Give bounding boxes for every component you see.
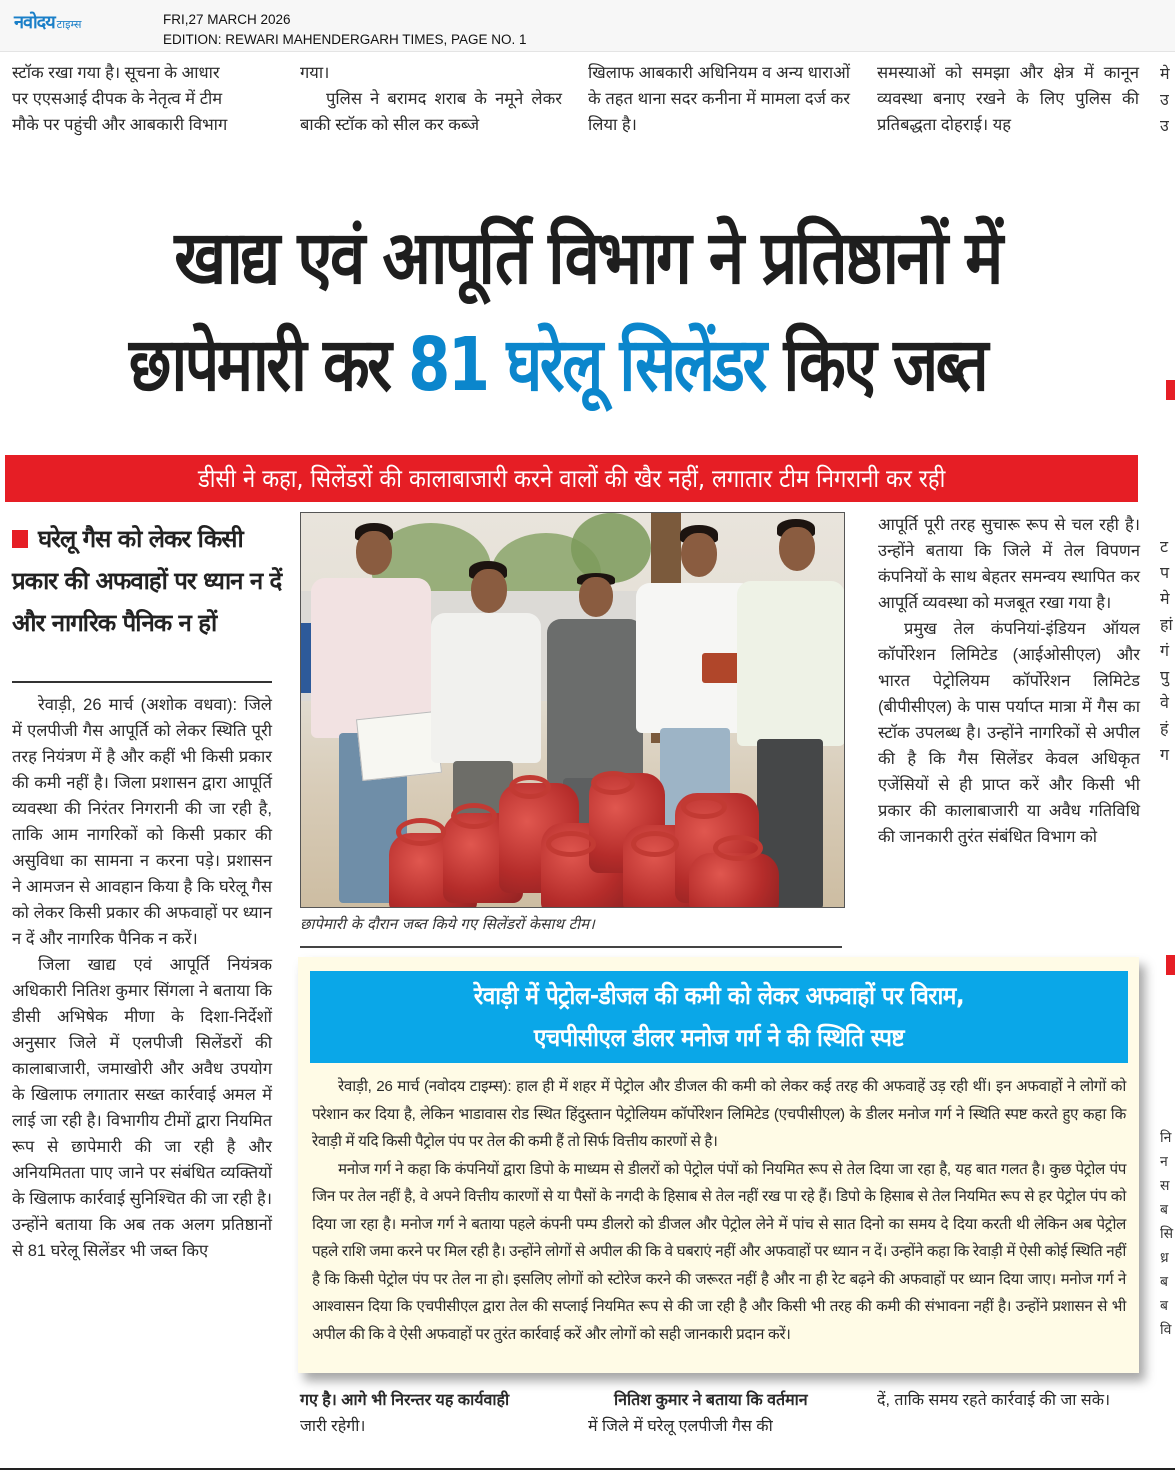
logo-sub: टाइम्स — [56, 18, 82, 31]
main-story-left-column — [12, 692, 272, 1264]
adjacent-story-fragment-low: नि न स ब सि ध्र ब ब वि — [1160, 1129, 1174, 1337]
bottom-col1-rest: जारी रहेगी। — [300, 1418, 366, 1435]
main-story-para2: जिला खाद्य एवं आपूर्ति नियंत्रक अधिकारी नितिश कुमार सिंगला ने बताया कि डीसी अभिषेक मीणा के दिशा-निर्देशों अनुसार जिले में एलपीजी सिलेंडरों की कालाबाजारी, जमाखोरी और अवैध उपयोग के खिलाफ लगातार सख्त कार्रवाई अमल में लाई जा रही है। विभागीय टीमों द्वारा नियमित रूप से छापेमारी की जा रही है और अनियमितता पाए जाने पर संबंधित व्यक्तियों के खिलाफ कार्रवाई सुनिश्चित की जा रही है। उन्होंने बताया कि अब तक अलग प्रतिष्ठानों से 81 घरेलू सिलेंडर भी जब्त किए — [12, 956, 272, 1260]
boxed-story — [298, 957, 1139, 1373]
main-headline-line1: खाद्य एवं आपूर्ति विभाग ने प्रतिष्ठानों में — [174, 215, 1001, 301]
bottom-col2-bold: नितिश कुमार ने बताया कि वर्तमान — [614, 1392, 808, 1409]
top-col2-para: पुलिस ने बरामद शराब के नमूने लेकर बाकी स्टॉक को सील कर कब्जे — [300, 90, 562, 134]
gas-cylinder — [689, 853, 779, 908]
newspaper-logo — [14, 10, 81, 34]
page-bottom-rule — [0, 1468, 1175, 1470]
top-column-4 — [877, 60, 1139, 138]
bottom-col1-bold: गए है। आगे भी निरन्तर यह कार्यवाही — [300, 1392, 510, 1409]
headline-prefix: छापेमारी कर — [128, 322, 390, 408]
strapline-text: डीसी ने कहा, सिलेंडरों की कालाबाजारी करने वालों की खैर नहीं, लगातार टीम निगरानी कर रही — [197, 464, 946, 493]
top-col4-para: समस्याओं को समझा और क्षेत्र में कानून व्यवस्था बनाए रखने के लिए पुलिस की प्रतिबद्धता दोहराई। यह — [877, 64, 1139, 134]
edition-header-bar — [0, 0, 1175, 52]
bottom-column-3 — [877, 1388, 1139, 1414]
adjacent-red-marker — [1166, 955, 1175, 975]
photo-caption: छापेमारी के दौरान जब्त किये गए सिलेंडरों केसाथ टीम। — [300, 915, 595, 933]
edition-date: FRI,27 MARCH 2026 — [163, 12, 291, 27]
logo-main: नवोदय — [14, 12, 55, 33]
caption-divider — [300, 946, 842, 948]
edition-name: EDITION: REWARI MAHENDERGARH TIMES, PAGE NO. 1 — [163, 32, 527, 47]
top-col2-line: गया। — [300, 64, 330, 82]
top-column-1 — [12, 60, 274, 138]
top-col1-line: स्टॉक रखा गया है। सूचना के आधार — [12, 64, 220, 82]
adjacent-story-fragment-top: मे उ उ — [1160, 66, 1170, 135]
boxed-headline-line2: एचपीसीएल डीलर मनोज गर्ग ने की स्थिति स्पष्ट — [533, 1023, 905, 1052]
red-strapline — [5, 455, 1138, 502]
right-column-para2: प्रमुख तेल कंपनियां-इंडियन ऑयल कॉर्पोरेशन लिमिटेड (आईओसीएल) और भारत पेट्रोलियम कॉर्पोरेशन लिमिटेड (बीपीसीएल) के पास पर्याप्त मात्रा में गैस का स्टॉक उपलब्ध है। उन्होंने नागरिकों से अपील की है कि गैस सिलेंडर केवल अधिकृत एजेंसियों से ही प्राप्त करें और किसी भी प्रकार की कालाबाजारी या अवैध गतिविधि की जानकारी तुरंत संबंधित विभाग को — [878, 620, 1140, 846]
headline-highlight: 81 घरेलू सिलेंडर — [408, 322, 765, 408]
adjacent-story-fragment-mid: ट प मे हां गं पु वे हं ग — [1160, 539, 1173, 764]
boxed-story-body — [312, 1073, 1126, 1348]
bottom-col2-rest: में जिले में घरेलू एलपीजी गैस की — [588, 1418, 773, 1435]
main-story-right-column — [878, 512, 1140, 850]
bottom-column-2 — [588, 1388, 850, 1440]
main-story-para1: रेवाड़ी, 26 मार्च (अशोक वधवा): जिले में एलपीजी गैस आपूर्ति को लेकर स्थिति पूरी तरह नियंत्रण में है और कहीं भी किसी प्रकार की कमी नहीं है। जिला प्रशासन द्वारा आपूर्ति व्यवस्था की निरंतर निगरानी की जा रही है, ताकि आम नागरिकों को किसी प्रकार की असुविधा का सामना न करना पड़े। प्रशासन ने आमजन से आवहान किया है कि घरेलू गैस को लेकर किसी प्रकार की अफवाहों पर ध्यान न दें और नागरिक पैनिक न करें। — [12, 696, 272, 948]
boxed-story-headline — [310, 971, 1128, 1063]
top-col3-para: खिलाफ आबकारी अधिनियम व अन्य धाराओं के तहत थाना सदर कनीना में मामला दर्ज कर लिया है। — [588, 64, 850, 134]
subhead-text: घरेलू गैस को लेकर किसी प्रकार की अफवाहों पर ध्यान न दें और नागरिक पैनिक न हों — [12, 525, 282, 637]
subhead-divider — [12, 681, 272, 683]
red-bullet-icon — [12, 530, 28, 548]
edition-info — [163, 10, 527, 50]
boxed-headline-line1: रेवाड़ी में पेट्रोल-डीजल की कमी को लेकर अफवाहों पर विराम, — [473, 981, 965, 1010]
boxed-story-para2: मनोज गर्ग ने कहा कि कंपनियों द्वारा डिपो के माध्यम से डीलरों को पेट्रोल पंपों को नियमित रूप से तेल दिया जा रहा है, यह बात गलत है। कुछ पेट्रोल पंप जिन पर तेल नहीं है, वे अपने वित्तीय कारणों से या पैसों के नगदी के हिसाब से तेल नहीं रख पा रहे हैं। डिपो के हिसाब से तेल नियमित रूप से हर पेट्रोल पंप को दिया जा रहा है। मनोज गर्ग ने बताया पहले कंपनी पम्प डीलरो को डीजल और पेट्रोल लेने में पांच से सात दिनो का समय दे दिया करती थी लेकिन अब पेट्रोल पहले राशि जमा करने पर मिल रही है। उन्होंने लोगों से अपील की कि वे घबराएं नहीं और अफवाहों पर ध्यान न दें। उन्होंने कहा कि रेवाड़ी में ऐसी कोई स्थिति नहीं है कि किसी पेट्रोल पंप पर तेल ना हो। इसलिए लोगों को स्टोरेज करने की जरूरत नहीं है और ना ही रेट बढ़ने की अफवाहों पर ध्यान दिया जाए। मनोज गर्ग ने आश्वासन दिया कि एचपीसीएल द्वारा तेल की सप्लाई नियमित रूप से की जा रही है और किसी भी तरह की कमी की संभावना नहीं है। उन्होंने प्रशासन से भी अपील की कि वे ऐसी अफवाहों पर तुरंत कार्रवाई करें और लोगों को सही जानकारी प्रदान करें। — [312, 1160, 1126, 1343]
top-col1-line: मौके पर पहुंची और आबकारी विभाग — [12, 116, 228, 134]
headline-suffix: किए जब्त — [783, 322, 987, 408]
subheadline — [12, 518, 282, 644]
top-col1-line: पर एएसआई दीपक के नेतृत्व में टीम — [12, 90, 223, 108]
right-column-para1: आपूर्ति पूरी तरह सुचारू रूप से चल रही है। उन्होंने बताया कि जिले में तेल विपणन कंपनियों के साथ बेहतर समन्वय स्थापित कर आपूर्ति व्यवस्था को मजबूत रखा गया है। — [878, 516, 1140, 612]
bottom-col3-para: दें, ताकि समय रहते कार्रवाई की जा सके। — [877, 1392, 1111, 1409]
top-column-3 — [588, 60, 850, 138]
bottom-column-1 — [300, 1388, 562, 1440]
boxed-story-para1: रेवाड़ी, 26 मार्च (नवोदय टाइम्स): हाल ही में शहर में पेट्रोल और डीजल की कमी को लेकर कई तरह की अफवाहें उड़ रही थीं। इन अफवाहों ने लोगों को परेशान कर दिया है, लेकिन भाडावास रोड स्थित हिंदुस्तान पेट्रोलियम कॉर्पोरेशन लिमिटेड (एचपीसीएल) के डीलर मनोज गर्ग ने स्थिति स्पष्ट करते हुए कहा कि रेवाड़ी में यदि किसी पैट्रोल पंप पर तेल की कमी हैं तो सिर्फ वित्तीय कारणों से है। — [312, 1078, 1126, 1150]
top-column-2 — [300, 60, 562, 138]
main-headline-line2 — [76, 315, 1040, 415]
news-photo — [300, 512, 845, 908]
adjacent-red-marker — [1166, 380, 1175, 400]
